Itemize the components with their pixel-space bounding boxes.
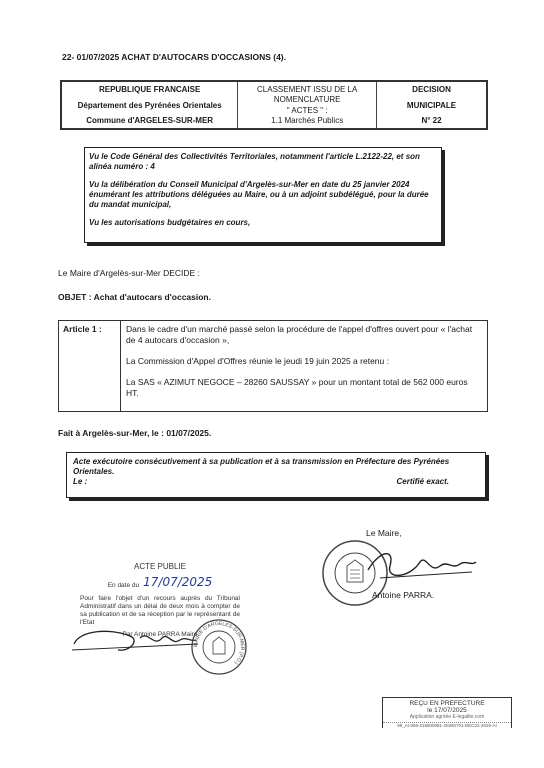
header-col-classement	[238, 82, 377, 128]
visa-deliberation: Vu la délibération du Conseil Municipal d'Argelès-sur-Mer en date du 25 janvier 2024 énumérant les attributions déléguées au Maire, ou à un adjoint subdélégué, pour la durée du mandat municipal,	[89, 180, 429, 209]
acte-signature-icon	[70, 620, 200, 660]
receipt-sub: Application agréée E-legalite.com	[409, 714, 485, 720]
stamp-text: MAIRIE D'ARGELES-SUR-MER (P.O.)	[192, 620, 246, 666]
header-col-republique	[62, 82, 238, 128]
prefecture-receipt	[382, 697, 512, 728]
maire-name: Antoine PARRA.	[372, 590, 435, 600]
header-classement: CLASSEMENT ISSU DE LA	[257, 85, 358, 94]
acte-recours-text: Pour faire l'objet d'un recours auprès du Tribunal Administratif dans un délai de deux mois à compter de sa publication et de sa réception par le représentant de l'Etat	[80, 595, 240, 626]
header-decision: DECISION	[412, 85, 451, 94]
objet-line: OBJET : Achat d'autocars d'occasion.	[58, 292, 211, 302]
visa-cgct: Vu le Code Général des Collectivités Territoriales, notamment l'article L.2122-22, et son alinéa numéro : 4	[89, 152, 420, 171]
acte-publie-title: ACTE PUBLIE	[133, 562, 186, 571]
visa-budget: Vu les autorisations budgétaires en cours,	[89, 218, 251, 227]
executoire-le: Le :	[73, 477, 88, 486]
maire-signature-icon	[360, 540, 480, 590]
receipt-date: le 17/07/2025	[427, 707, 467, 714]
acte-stamp-icon	[190, 618, 248, 676]
receipt-title: REÇU EN PREFECTURE	[409, 700, 485, 707]
maire-label: Le Maire,	[366, 528, 402, 538]
fait-line: Fait à Argelès-sur-Mer, le : 01/07/2025.	[58, 428, 212, 438]
executoire-certifie: Certifié exact.	[396, 477, 449, 486]
header-numero: N° 22	[421, 116, 442, 125]
acte-date-handwritten: 17/07/2025	[143, 575, 213, 589]
header-municipale: MUNICIPALE	[406, 100, 457, 110]
acte-date-prefix: En date du	[107, 582, 140, 589]
executoire-text: Acte exécutoire consécutivement à sa publication et à sa transmission en Préfecture des Pyrénées Orientales.	[73, 457, 450, 476]
header-commune: Commune d'ARGELES-SUR-MER	[86, 116, 214, 125]
header-nomenclature: NOMENCLATURE	[273, 95, 341, 105]
visas-box	[84, 147, 442, 243]
header-actes: " ACTES " :	[286, 105, 328, 115]
receipt-id: 99_AI-066-216600081-20250701-DEC22-2025-AI	[383, 722, 511, 728]
article-p2: La Commission d'Appel d'Offres réunie le jeudi 19 juin 2025 a retenu :	[126, 356, 389, 366]
document-title: 22- 01/07/2025 ACHAT D'AUTOCARS D'OCCASIONS (4).	[62, 52, 286, 62]
header-marches: 1.1 Marchés Publics	[271, 115, 344, 125]
executoire-row	[73, 477, 479, 487]
executoire-box	[66, 452, 486, 498]
header-col-decision	[377, 82, 486, 128]
decide-line: Le Maire d'Argelès-sur-Mer DECIDE :	[58, 268, 200, 278]
header-departement: Département des Pyrénées Orientales	[77, 100, 222, 110]
article-p1: Dans le cadre d'un marché passé selon la procédure de l'appel d'offres ouvert pour « l'achat de 4 autocars d'occasion »,	[126, 324, 473, 345]
article-1-table	[58, 320, 488, 412]
article-p3: La SAS « AZIMUT NEGOCE – 28260 SAUSSAY » pour un montant total de 562 000 euros HT.	[126, 377, 468, 398]
header-republique: REPUBLIQUE FRANCAISE	[98, 85, 201, 94]
acte-publie-date	[80, 575, 240, 589]
header-table	[60, 80, 488, 130]
article-body	[121, 321, 487, 411]
acte-par: Par Antoine PARRA Maire	[122, 631, 198, 638]
article-label: Article 1 :	[59, 321, 121, 411]
